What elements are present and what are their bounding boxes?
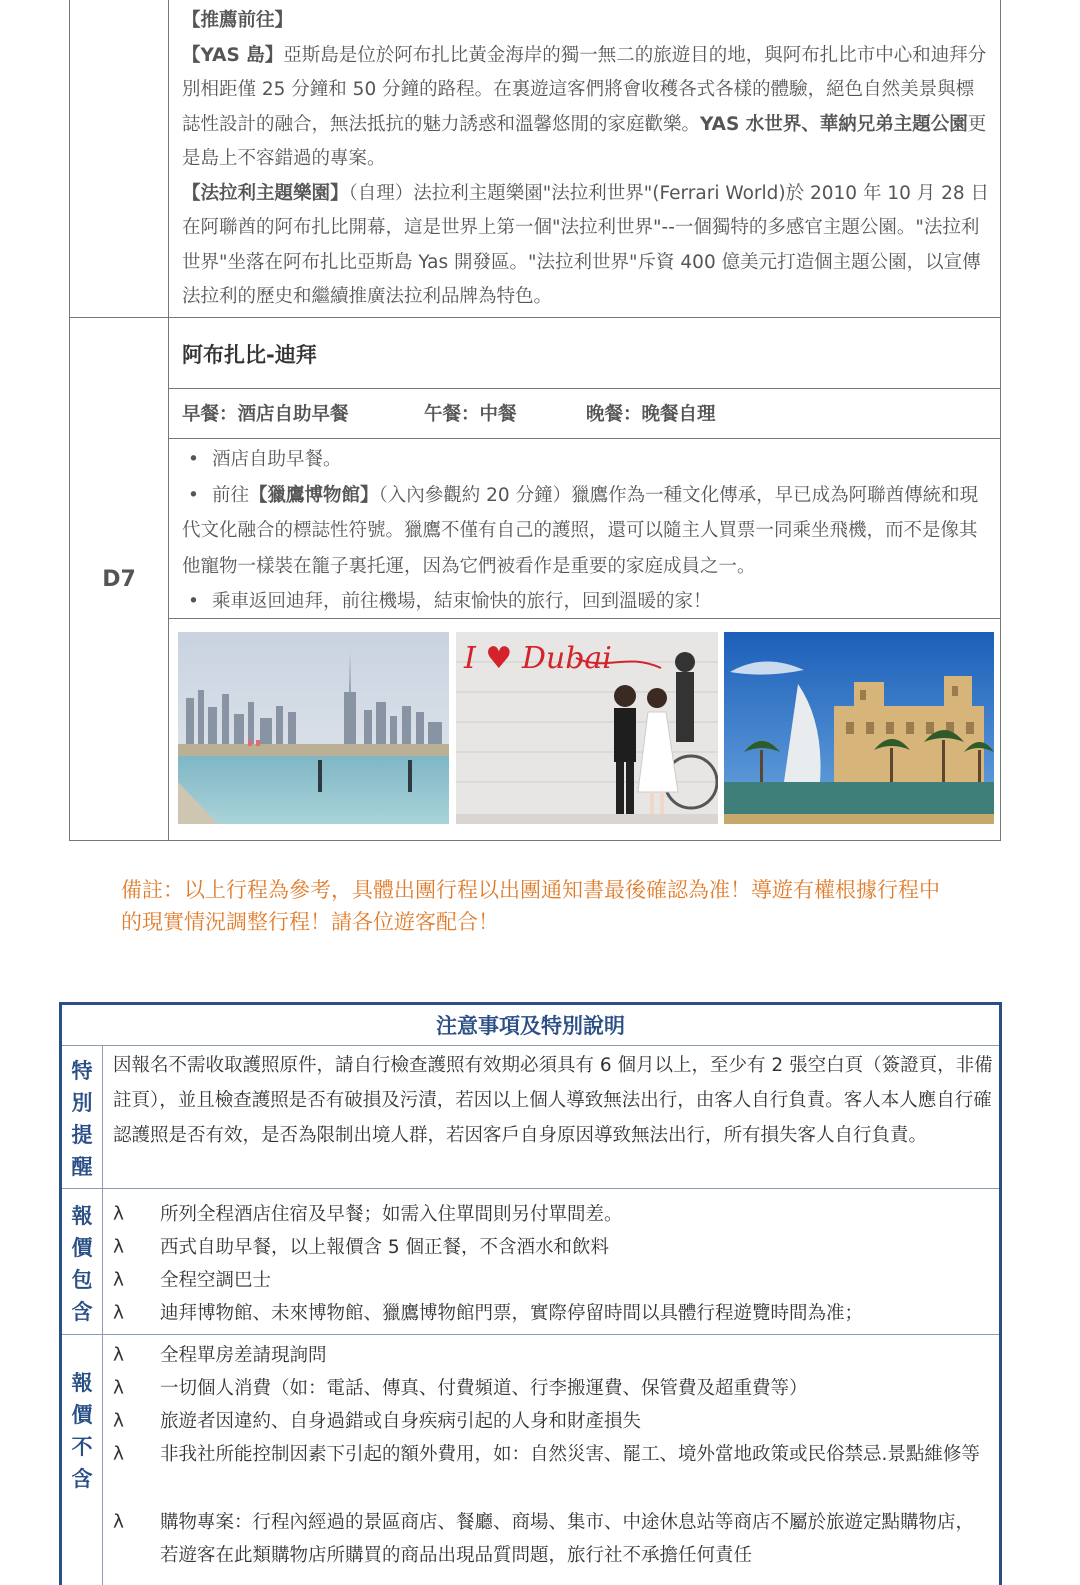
list-item: λ 旅遊者因違約、自身過錯或自身疾病引起的人身和財產損失 [113, 1411, 642, 1432]
special-reminder-text: 因報名不需收取護照原件，請自行檢查護照有效期必須具有 6 個月以上，至少有 2 張空白頁（簽證頁，非備註頁），並且檢查護照是否有破損及污漬，若因以上個人導致無法出行，由客人自行負責。客人本人應自行確認護照是否有效，是否為限制出境人群，若因客戶自身原因導致無法出行，所有損失客人自行負責。 [113, 1055, 993, 1146]
yas-bold-text: YAS 水世界、華納兄弟主題公園 [700, 113, 968, 135]
yas-label: 【YAS 島】 [182, 44, 284, 66]
yas-paragraph [182, 39, 990, 177]
list-item: λ 全程單房差請現詢問 [113, 1345, 327, 1366]
list-item: λ 全程空調巴士 [113, 1270, 272, 1291]
column-divider [102, 1045, 103, 1585]
list-item: λ 所列全程酒店住宿及早餐；如需入住單間則另付單間差。 [113, 1204, 623, 1225]
ferrari-label: 【法拉利主題樂園】 [182, 182, 349, 204]
photo-i-love-dubai [456, 632, 718, 824]
list-item: λ 購物專案：行程內經過的景區商店、餐廳、商場、集市、中途休息站等商店不屬於旅遊定點購物店，若遊客在此類購物店所購買的商品出現品質問題，旅行社不承擔任何責任 [113, 1512, 975, 1566]
recommend-header: 【推薦前往】 [182, 10, 294, 31]
falcon-museum-label: 【獵鷹博物館】 [249, 484, 379, 506]
price-included-label: 報價包含 [71, 1204, 93, 1324]
meals-row [182, 400, 716, 426]
list-item: λ 一切個人消費（如：電話、傳真、付費頻道、行李搬運費、保管費及超重費等） [113, 1378, 808, 1399]
row-divider [70, 317, 1000, 318]
notice-table [59, 1002, 1002, 1585]
ferrari-text: （自理）法拉利主題樂園"法拉利世界"(Ferrari World)於 2010 年 10 月 28 日在阿聯酋的阿布扎比開幕，這是世界上第一個"法拉利世界"--一個獨特的多感官主題公園。"法拉利世界"坐落在阿布扎比亞斯島 Yas 開發區。"法拉利世界"斥資 400 億美元打造個主題公園，以宣傳法拉利的歷史和繼續推廣法拉利品牌為特色。 [182, 182, 990, 307]
yas-text: 亞斯島是位於阿布扎比黃金海岸的獨一無二的旅遊目的地，與阿布扎比市中心和迪拜分別相距僅 25 分鐘和 50 分鐘的路程。在裏遊這客們將會收穫各式各樣的體驗，絕色自然美景與標誌性設計的融合，無法抵抗的魅力誘惑和溫馨悠閒的家庭歡樂。 [182, 44, 987, 135]
list-item: λ 迪拜博物館、未來博物館、獵鷹博物館門票，實際停留時間以具體行程遊覽時間為准； [113, 1303, 864, 1324]
day-label-d7: D7 [102, 567, 136, 592]
yas-text-end: 更是島上不容錯過的專案。 [182, 113, 987, 169]
dubai-sign-text: I ♥ Dubai [464, 641, 612, 676]
itinerary-table [69, 0, 1001, 841]
day-title: 阿布扎比-迪拜 [182, 343, 317, 367]
notice-title: 注意事項及特別說明 [436, 1014, 625, 1038]
remark-text: 備註：以上行程為參考，具體出團行程以出團通知書最後確認為准！導遊有權根據行程中的現實情況調整行程！請各位遊客配合！ [121, 878, 940, 934]
row-divider [62, 1334, 999, 1335]
photo-burj-al-arab [724, 632, 994, 824]
row-divider [169, 438, 1000, 439]
list-item: • 乘車返回迪拜，前往機場，結束愉快的旅行，回到溫暖的家！ [188, 591, 712, 612]
breakfast: 早餐：酒店自助早餐 [182, 404, 349, 425]
price-excluded-label: 報價不含 [71, 1371, 93, 1491]
row-divider [169, 388, 1000, 389]
recommend-block [182, 4, 990, 315]
row-divider [169, 618, 1000, 619]
special-reminder-label: 特別提醒 [71, 1059, 93, 1179]
list-item: • 酒店自助早餐。 [188, 449, 342, 470]
row-divider [62, 1045, 999, 1046]
column-divider [168, 0, 169, 841]
photo-skyline [178, 632, 449, 824]
ferrari-paragraph [182, 177, 990, 315]
lunch: 午餐：中餐 [424, 404, 517, 425]
list-item: λ 非我社所能控制因素下引起的額外費用，如：自然災害、罷工、境外當地政策或民俗禁忌.景點維修等 [113, 1444, 980, 1465]
list-item: λ 西式自助早餐，以上報價含 5 個正餐，不含酒水和飲料 [113, 1237, 610, 1258]
dinner: 晚餐：晚餐自理 [586, 404, 716, 425]
row-divider [62, 1188, 999, 1189]
list-item: • 前往【獵鷹博物館】（入內參觀約 20 分鐘）獵鷹作為一種文化傳承，早已成為阿聯酋傳統和現代文化融合的標誌性符號。獵鷹不僅有自己的護照，還可以隨主人買票一同乘坐飛機，而不是像其他寵物一樣裝在籠子裏托運，因為它們被看作是重要的家庭成員之一。 [182, 484, 979, 577]
activity-list [182, 442, 990, 620]
